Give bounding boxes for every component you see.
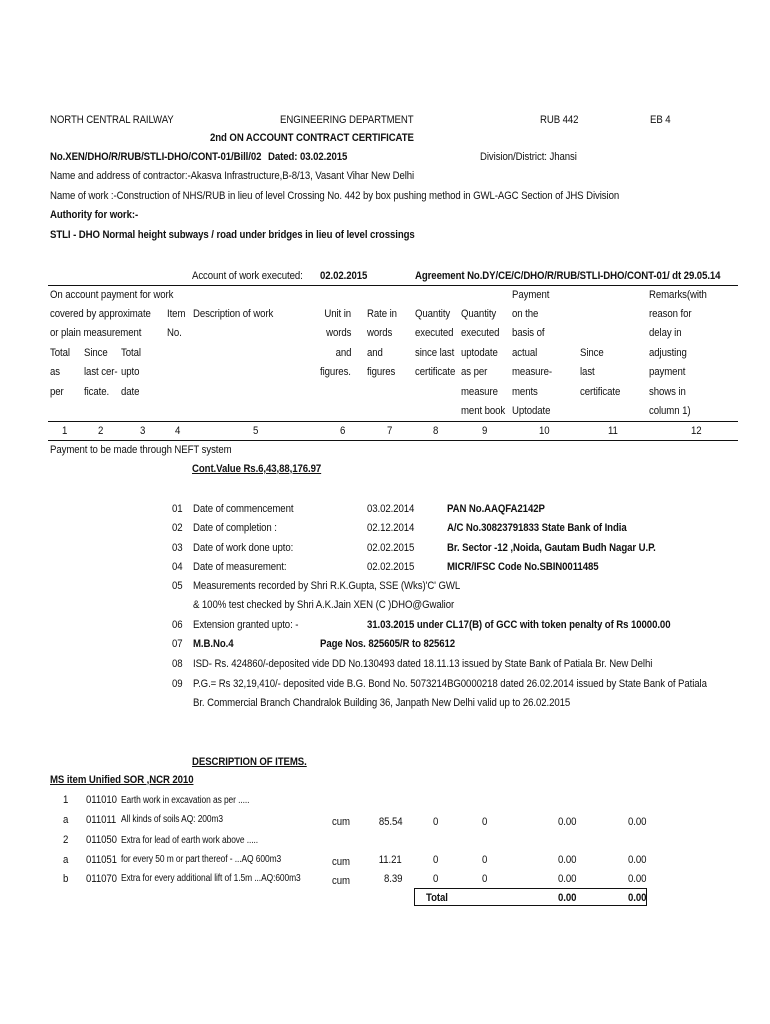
col-number-2: 2 [98,425,104,437]
item-qty-since: 0 [433,854,439,866]
col-qty-upto-1: Quantity [461,308,497,320]
detail-no: 01 [172,503,183,515]
col-qty-since-4: certificate [415,366,456,378]
ms-item-heading: MS item Unified SOR ,NCR 2010 [50,774,194,786]
rub-number: RUB 442 [540,114,579,126]
col-rate-2: words [367,327,393,339]
detail-no: 04 [172,561,183,573]
col-unit-1: Unit in [324,308,351,320]
on-account-line1: On account payment for work [50,289,174,301]
col-remarks-2: reason for [649,308,692,320]
col-remarks-5: payment [649,366,686,378]
item-description: Earth work in excavation as per ..... [121,795,250,806]
column-number-rule [48,440,738,441]
test-checked: & 100% test checked by Shri A.K.Jain XEN (C )DHO@Gwalior [193,599,455,611]
col-number-8: 8 [433,425,439,437]
account-date: 02.02.2015 [320,270,368,282]
pan-number: PAN No.AAQFA2142P [447,503,545,515]
item-description: Extra for lead of earth work above ..... [121,835,259,846]
total-label: Total [426,892,448,904]
item-qty-upto: 0 [482,816,488,828]
col-number-1: 1 [62,425,68,437]
item-unit: cum [332,875,350,887]
col-number-5: 5 [253,425,259,437]
detail-no: 03 [172,542,183,554]
measurement-recorded: Measurements recorded by Shri R.K.Gupta, SSE (Wks)'C' GWL [193,580,461,592]
item-code: 011050 [86,834,117,846]
item-rate: 85.54 [378,816,402,828]
col-item-2: No. [167,327,182,339]
col-total-3: per [50,386,64,398]
col-remarks-3: delay in [649,327,682,339]
total-top-rule [414,888,647,889]
item-unit: cum [332,816,350,828]
detail-label: Date of completion : [193,522,277,534]
item-description: Extra for every additional lift of 1.5m ...AQ:600m3 [121,873,301,884]
col-number-12: 12 [691,425,702,437]
col-qty-since-2: executed [415,327,454,339]
col-payment-5: measure- [512,366,552,378]
col-since-last-1: Since [580,347,604,359]
col-since-2: last cer- [84,366,118,378]
item-unit: cum [332,856,350,868]
col-number-7: 7 [387,425,393,437]
item-payment-since: 0.00 [627,873,646,885]
col-total2-3: date [121,386,140,398]
total-left-rule [414,888,415,906]
item-qty-since: 0 [433,816,439,828]
item-code: 011070 [86,873,117,885]
item-payment-since: 0.00 [627,816,646,828]
mb-number: M.B.No.4 [193,638,234,650]
col-qty-upto-3: uptodate [461,347,498,359]
pg-deposit-line2: Br. Commercial Branch Chandralok Building 36, Janpath New Delhi valid up to 26.02.2015 [193,697,571,709]
agreement-number: Agreement No.DY/CE/C/DHO/R/RUB/STLI-DHO/CONT-01/ dt 29.05.14 [415,270,721,282]
col-total-2: as [50,366,60,378]
item-payment-upto: 0.00 [557,816,576,828]
reference-number: No.XEN/DHO/R/RUB/STLI-DHO/CONT-01/Bill/02 [50,151,262,163]
col-qty-upto-2: executed [461,327,500,339]
col-payment-7: Uptodate [512,405,551,417]
detail-value: 03.02.2014 [367,503,415,515]
pg-deposit-line1: P.G.= Rs 32,19,410/- deposited vide B.G. Bond No. 5073214BG0000218 dated 26.02.2014 issued by State Bank of Patiala [193,678,707,690]
col-total2-2: upto [121,366,140,378]
detail-no: 07 [172,638,183,650]
col-number-4: 4 [175,425,181,437]
detail-value: 02.02.2015 [367,561,415,573]
authority-label: Authority for work:- [50,209,139,221]
item-rate: 8.39 [383,873,402,885]
dated: Dated: 03.02.2015 [268,151,348,163]
item-description: All kinds of soils AQ: 200m3 [121,814,224,825]
col-payment-1: Payment [512,289,550,301]
col-since-last-2: last [580,366,595,378]
detail-value: 02.12.2014 [367,522,415,534]
department-name: ENGINEERING DEPARTMENT [280,114,414,126]
extension-label: Extension granted upto: - [193,619,299,631]
col-description: Description of work [193,308,274,320]
item-payment-since: 0.00 [627,854,646,866]
col-remarks-1: Remarks(with [649,289,707,301]
items-title: DESCRIPTION OF ITEMS. [192,756,307,768]
col-remarks-7: column 1) [649,405,691,417]
col-qty-upto-4: as per [461,366,488,378]
col-unit-4: figures. [320,366,351,378]
extension-value: 31.03.2015 under CL17(B) of GCC with token penalty of Rs 10000.00 [367,619,671,631]
total-bottom-rule [414,905,647,906]
account-label: Account of work executed: [192,270,303,282]
item-description: for every 50 m or part thereof - ...AQ 600m3 [121,854,282,865]
bank-branch: Br. Sector -12 ,Noida, Gautam Budh Nagar U.P. [447,542,656,554]
col-since-last-3: certificate [580,386,621,398]
item-code: 011011 [86,814,117,826]
total-payment-since: 0.00 [627,892,646,904]
col-remarks-4: adjusting [649,347,687,359]
col-qty-since-1: Quantity [415,308,451,320]
col-unit-2: words [325,327,351,339]
railway-name: NORTH CENTRAL RAILWAY [50,114,174,126]
detail-value: 02.02.2015 [367,542,415,554]
authority-text: STLI - DHO Normal height subways / road under bridges in lieu of level crossings [50,229,415,241]
page-numbers: Page Nos. 825605/R to 825612 [320,638,456,650]
col-number-11: 11 [608,425,618,437]
certificate-title: 2nd ON ACCOUNT CONTRACT CERTIFICATE [210,132,414,144]
item-sr: a [63,814,69,826]
col-number-6: 6 [340,425,346,437]
total-payment-upto: 0.00 [557,892,576,904]
col-rate-3: and [367,347,383,359]
table-top-rule [48,285,738,286]
col-payment-4: actual [512,347,538,359]
item-sr: 2 [63,834,69,846]
item-code: 011010 [86,794,117,806]
col-remarks-6: shows in [649,386,686,398]
col-item-1: Item [167,308,186,320]
contractor-name: Name and address of contractor:-Akasva Infrastructure,B-8/13, Vasant Vihar New Delhi [50,170,415,182]
col-number-3: 3 [140,425,146,437]
on-account-line2: covered by approximate [50,308,151,320]
neft-note: Payment to be made through NEFT system [50,444,232,456]
col-qty-since-3: since last [415,347,455,359]
header-bottom-rule [48,421,738,422]
isd-deposit: ISD- Rs. 424860/-deposited vide DD No.130493 dated 18.11.13 issued by State Bank of Patiala Br. New Delhi [193,658,653,670]
item-payment-upto: 0.00 [557,854,576,866]
item-payment-upto: 0.00 [557,873,576,885]
col-since-3: ficate. [84,386,110,398]
detail-label: Date of work done upto: [193,542,294,554]
item-qty-since: 0 [433,873,439,885]
item-sr: b [63,873,69,885]
account-number: A/C No.30823791833 State Bank of India [447,522,627,534]
on-account-line3: or plain measurement [50,327,142,339]
col-payment-6: ments [512,386,538,398]
item-qty-upto: 0 [482,873,488,885]
total-right-rule [646,888,647,906]
contract-value: Cont.Value Rs.6,43,88,176.97 [192,463,322,475]
detail-no: 09 [172,678,183,690]
col-since-1: Since [84,347,108,359]
col-total2-1: Total [121,347,141,359]
detail-no: 05 [172,580,183,592]
item-qty-upto: 0 [482,854,488,866]
col-unit-3: and [335,347,351,359]
col-number-9: 9 [482,425,488,437]
detail-label: Date of commencement [193,503,294,515]
detail-no: 08 [172,658,183,670]
col-rate-1: Rate in [367,308,397,320]
col-rate-4: figures [367,366,396,378]
col-number-10: 10 [539,425,550,437]
division-district: Division/District: Jhansi [480,151,577,163]
detail-no: 02 [172,522,183,534]
form-number: EB 4 [650,114,671,126]
col-total-1: Total [50,347,70,359]
item-sr: 1 [63,794,69,806]
col-qty-upto-5: measure [461,386,498,398]
detail-no: 06 [172,619,183,631]
col-qty-upto-6: ment book [461,405,506,417]
item-sr: a [63,854,69,866]
detail-label: Date of measurement: [193,561,287,573]
item-code: 011051 [86,854,117,866]
name-of-work: Name of work :-Construction of NHS/RUB in lieu of level Crossing No. 442 by box pushing method in GWL-AGC Section of JHS Division [50,190,620,202]
ifsc-code: MICR/IFSC Code No.SBIN0011485 [447,561,599,573]
item-rate: 11.21 [379,854,402,866]
col-payment-2: on the [512,308,539,320]
col-payment-3: basis of [512,327,545,339]
